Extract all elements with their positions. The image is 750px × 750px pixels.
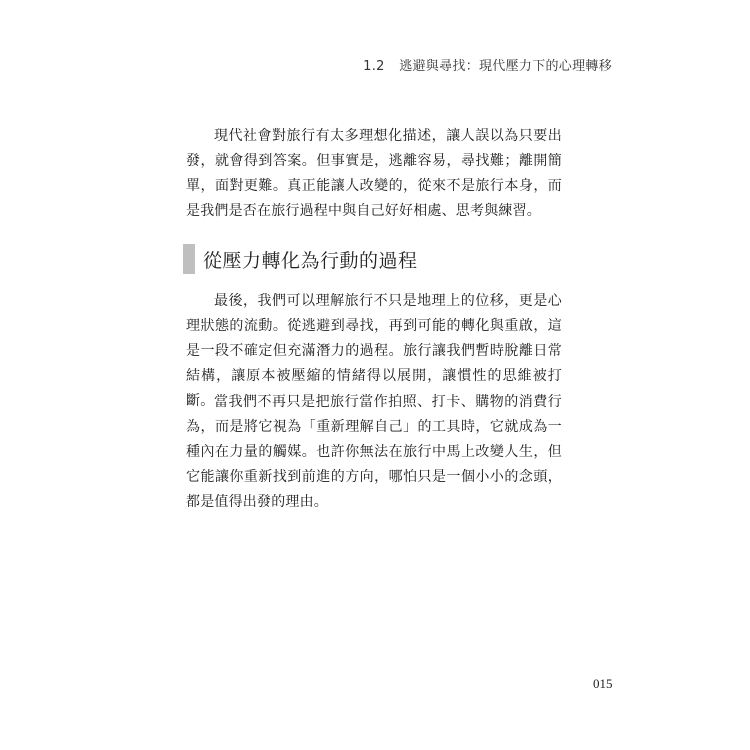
paragraph-3: 當我們不再只是把旅行當作拍照、打卡、購物的消費行為，而是將它視為「重新理解自己」的工具時，它就成為一種內在力量的觸媒。也許你無法在旅行中馬上改變人生，但它能讓你重新找到前進的方向，哪怕只是一個小小的念頭，都是值得出發的理由。 xyxy=(186,394,562,510)
section-title: 逃避與尋找：現代壓力下的心理轉移 xyxy=(399,59,612,74)
section-number: 1.2 xyxy=(363,59,385,74)
running-header xyxy=(363,55,612,74)
paragraph-1: 現代社會對旅行有太多理想化描述，讓人誤以為只要出發，就會得到答案。但事實是，逃離容易，尋找難；離開簡單，面對更難。真正能讓人改變的，從來不是旅行本身，而是我們是否在旅行過程中與自己好好相處、思考與練習。 xyxy=(186,128,562,219)
section-heading xyxy=(183,244,418,274)
page-number: 015 xyxy=(593,676,613,691)
paragraph-2: 最後，我們可以理解旅行不只是地理上的位移，更是心理狀態的流動。從逃避到尋找，再到可能的轉化與重啟，這是一段不確定但充滿潛力的過程。旅行讓我們暫時脫離日常結構，讓原本被壓縮的情緒得以展開，讓慣性的思維被打斷。 xyxy=(186,293,562,409)
heading-bar xyxy=(183,244,195,274)
heading-text: 從壓力轉化為行動的過程 xyxy=(203,249,418,272)
